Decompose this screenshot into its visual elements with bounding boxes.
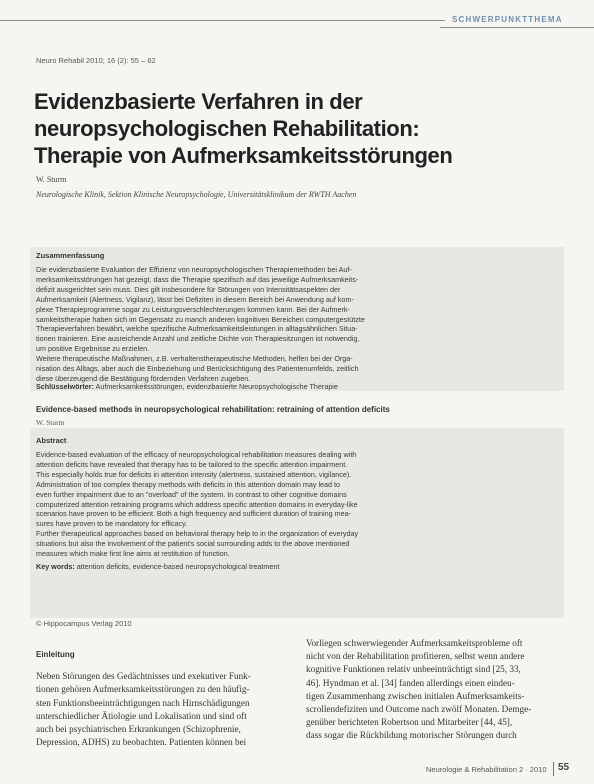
text-line: This especially holds true for deficits in attention intensity (alertness, sustained attention, vigilance). xyxy=(36,469,352,479)
article-title xyxy=(34,88,574,169)
text-line: merksamkeitsstörungen hat gezeigt, dass die Therapie spezifisch auf das jeweilige Aufmerksamkeits- xyxy=(36,274,359,284)
keywords-en xyxy=(36,562,556,571)
keywords-de-text: Aufmerksamkeitsstörungen, evidenzbasierte Neuropsychologische Therapie xyxy=(95,382,338,391)
english-title: Evidence-based methods in neuropsychological rehabilitation: retraining of attention deficits xyxy=(36,405,390,414)
page-number: 55 xyxy=(558,762,570,773)
text-line: dass sogar die Rückbildung motorischer Störungen durch xyxy=(306,730,517,741)
footer-divider xyxy=(553,762,554,776)
text-line: measures which make first line aims at restitution of function. xyxy=(36,549,230,559)
text-line: genüber berichteten Robertson und Mitarbeiter [44, 45], xyxy=(306,717,513,728)
text-line: nisation des Alltags, aber auch die Einbeziehung und Berücksichtigung des Patientenumfelds, zeitlich xyxy=(36,364,359,374)
text-line: scrollendefiziten und Outcome nach zwölf Monaten. Demge- xyxy=(306,704,532,715)
keywords-de-label: Schlüsselwörter: xyxy=(36,382,94,391)
text-line: sten Funktionsbeeinträchtigungen nach Hirnschädigungen xyxy=(36,697,250,708)
text-line: nicht von der Rehabilitation profitieren, selbst wenn andere xyxy=(306,651,525,662)
text-line: Depression, ADHS) zu beobachten. Patienten können bei xyxy=(36,737,247,748)
text-line: sures have proven to be mandatory for efficacy. xyxy=(36,519,188,529)
affiliation: Neurologische Klinik, Sektion Klinische Neuropsychologie, Universitätsklinikum der RWTH Aachen xyxy=(36,190,357,199)
text-line: computerized attention retraining programs which address specific attention domains in everyday-like xyxy=(36,499,358,509)
text-line: um positive Ergebnisse zu erzielen. xyxy=(36,344,150,354)
text-line: Die evidenzbasierte Evaluation der Effizienz von neuropsychologischen Therapiemethoden bei Auf- xyxy=(36,265,352,274)
body-column-right xyxy=(306,637,560,743)
text-line: tionen trainieren. Eine ausreichende Anzahl und zeitliche Dichte von Therapiesitzungen ist notwendig, xyxy=(36,334,360,344)
text-line: Vorliegen schwerwiegender Aufmerksamkeitsprobleme oft xyxy=(306,638,523,648)
text-line: tionen gehören Aufmerksamkeitsstörungen zu den häufig- xyxy=(36,684,250,695)
text-line: Weitere therapeutische Maßnahmen, z.B. verhaltenstherapeutische Methoden, helfen bei der Orga- xyxy=(36,354,353,364)
abstract-de-heading: Zusammenfassung xyxy=(36,251,105,260)
section-heading: Einleitung xyxy=(36,650,75,659)
text-line: even further impairment due to an "overload" of the system. In contrast to other cognitive domains xyxy=(36,489,347,499)
text-line: Administration of too complex therapy methods with deficits in this attention domain may lead to xyxy=(36,479,341,489)
text-line: auch bei psychiatrischen Erkrankungen (Schizophrenie, xyxy=(36,724,241,735)
text-line: defizit ausgerichtet sein muss. Dies gilt insbesondere für Störungen von Intensitätsaspekten der xyxy=(36,284,341,294)
keywords-de xyxy=(36,382,556,391)
header-rule-under xyxy=(440,27,594,28)
english-author: W. Sturm xyxy=(36,418,65,427)
text-line: unterschiedlicher Ätiologie und Lokalisation und sind oft xyxy=(36,710,247,721)
text-line: Further therapeutical approaches based on behavioral therapy help to in the organization of everyday xyxy=(36,529,359,539)
abstract-de-text xyxy=(36,265,556,384)
title-line: Evidenzbasierte Verfahren in der xyxy=(34,89,363,114)
text-line: kognitive Funktionen relativ unbeeinträchtigt sind [25, 33, xyxy=(306,664,521,675)
text-line: samkeitstherapie haben sich im Gegensatz zu manch anderen kognitiven Bereichen computergestützte xyxy=(36,314,365,324)
copyright-notice: © Hippocampus Verlag 2010 xyxy=(36,619,132,628)
title-line: Therapie von Aufmerksamkeitsstörungen xyxy=(34,143,453,168)
text-line: Evidence-based evaluation of the efficacy of neuropsychological rehabilitation measures dealing with xyxy=(36,450,357,459)
body-column-left xyxy=(36,648,290,749)
text-line: plexe Therapieprogramme sogar zu Leistungsverschlechterungen kommen kann. Bei der Aufmerk- xyxy=(36,304,350,314)
text-line: Aufmerksamkeit (Alertness, Vigilanz), lässt bei Defiziten in diesem Bereich bei Anwendung auf kom- xyxy=(36,294,354,304)
text-line: Neben Störungen des Gedächtnisses und exekutiver Funk- xyxy=(36,671,251,682)
header-rule-left xyxy=(0,20,445,21)
keywords-en-label: Key words: xyxy=(36,562,75,571)
title-line: neuropsychologischen Rehabilitation: xyxy=(34,116,420,141)
text-line: tigen Zusammenhang zwischen initialen Aufmerksamkeits- xyxy=(306,690,525,701)
text-line: diese überzeugend die Bestätigung fördernden Verfahren zugeben. xyxy=(36,373,251,383)
text-line: attention deficits have revealed that therapy has to be tailored to the specific attention impairment. xyxy=(36,459,348,469)
keywords-en-text: attention deficits, evidence-based neuropsychological treatment xyxy=(76,562,280,571)
footer-journal: Neurologie & Rehabilitation 2 · 2010 xyxy=(426,765,547,774)
text-line: situations but also the involvement of the patient's social surrounding adds to the above mentioned xyxy=(36,539,350,549)
abstract-en-text xyxy=(36,450,556,559)
text-line: Therapieverfahren bewährt, welche spezifische Aufmerksamkeitsleistungen in alltagsähnlichen Situa- xyxy=(36,324,358,334)
text-line: scenarios have proven to be efficient. Both a high frequency and sufficient duration of training mea- xyxy=(36,509,351,519)
author: W. Sturm xyxy=(36,175,67,184)
journal-citation: Neuro Rehabil 2010; 16 (2): 55 – 62 xyxy=(36,56,156,65)
abstract-en-heading: Abstract xyxy=(36,436,67,445)
section-tag: SCHWERPUNKTTHEMA xyxy=(452,15,563,24)
text-line: 46]. Hyndman et al. [34] fanden allerdings einen eindeu- xyxy=(306,677,515,688)
